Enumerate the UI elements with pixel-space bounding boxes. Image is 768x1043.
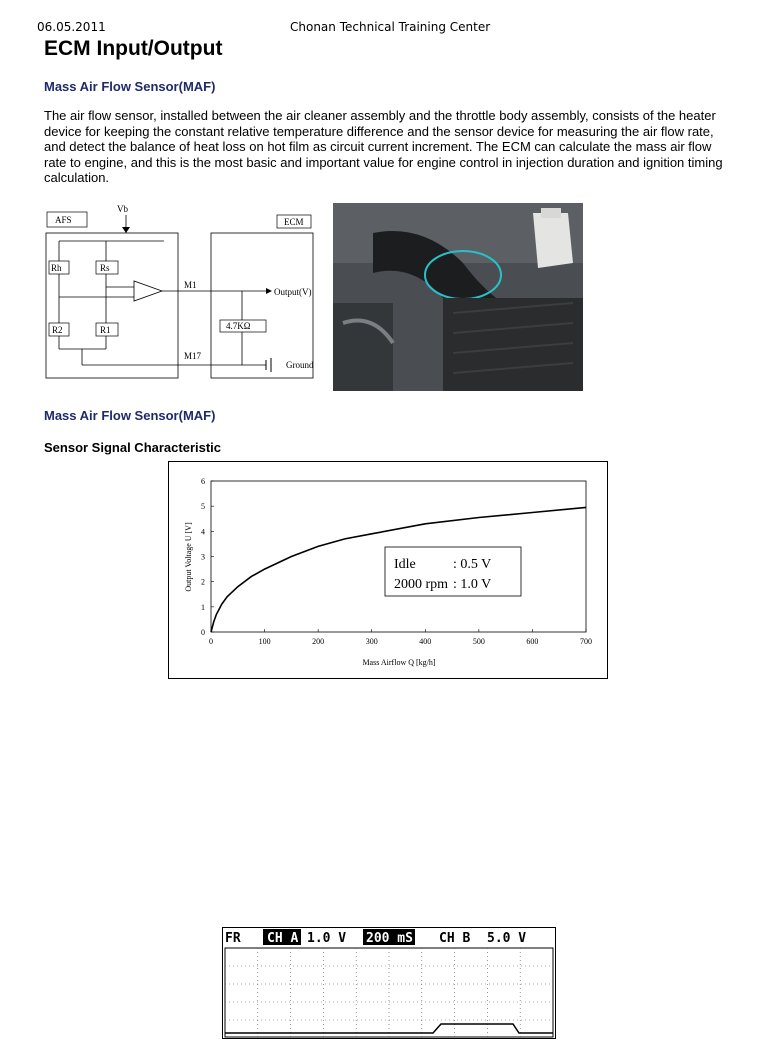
annotation-2000-value: : 1.0 V xyxy=(453,577,492,592)
x-tick-label: 500 xyxy=(472,637,485,646)
page-title: ECM Input/Output xyxy=(44,37,223,60)
chart-svg xyxy=(169,462,607,678)
x-tick-label: 400 xyxy=(419,637,432,646)
y-tick-label: 2 xyxy=(201,577,205,587)
m1-label: M1 xyxy=(184,280,197,290)
scope-chb-val: 5.0 V xyxy=(487,931,527,946)
signal-characteristic-chart xyxy=(168,461,608,679)
x-tick-label: 300 xyxy=(365,637,378,646)
m17-label: M17 xyxy=(184,351,202,361)
afs-label: AFS xyxy=(55,215,72,225)
scope-chb: CH B xyxy=(439,931,471,946)
scope-time: 200 mS xyxy=(366,931,413,946)
y-tick-label: 0 xyxy=(201,628,205,637)
scope-fr: FR xyxy=(225,931,241,946)
header-date: 06.05.2011 xyxy=(37,20,106,34)
x-tick-label: 600 xyxy=(526,637,539,646)
ground-label: Ground xyxy=(286,360,314,370)
x-axis-label: Mass Airflow Q [kg/h] xyxy=(362,658,436,667)
oscilloscope-trace xyxy=(222,927,556,1039)
annotation-idle-label: Idle xyxy=(394,557,416,572)
section-heading-maf: Mass Air Flow Sensor(MAF) xyxy=(44,79,216,94)
resistor-label: 4.7KΩ xyxy=(226,321,251,331)
afs-block xyxy=(46,233,178,378)
y-tick-label: 6 xyxy=(201,477,205,486)
maf-circuit-schematic xyxy=(44,203,324,383)
engine-bay-photo xyxy=(333,203,583,391)
rh-label: Rh xyxy=(51,263,62,273)
ecm-label: ECM xyxy=(284,217,304,227)
x-tick-label: 700 xyxy=(580,637,592,646)
scope-cha-val: 1.0 V xyxy=(307,931,347,946)
rs-label: Rs xyxy=(100,263,110,273)
r1-label: R1 xyxy=(100,325,111,335)
ecm-block xyxy=(211,233,313,378)
y-tick-label: 5 xyxy=(201,502,205,512)
annotation-idle-value: : 0.5 V xyxy=(453,557,492,572)
body-paragraph: The air flow sensor, installed between the air cleaner assembly and the throttle body assembly, consists of the heater device for keeping the constant relative temperature difference and the sensor device for measuring the air flow rate, and detect the balance of heat loss on hot film as circuit current increment. The ECM can calculate the mass air flow rate to engine, and this is the most basic and important value for engine control in injection duration and ignition timing calculation. xyxy=(44,108,723,186)
x-tick-label: 0 xyxy=(209,637,213,646)
y-tick-label: 1 xyxy=(201,602,205,612)
x-tick-label: 100 xyxy=(258,637,271,646)
r2-label: R2 xyxy=(52,325,63,335)
vb-label: Vb xyxy=(117,204,128,214)
section-heading-signal: Sensor Signal Characteristic xyxy=(44,440,222,455)
scope-svg xyxy=(223,928,555,1038)
output-label: Output(V) xyxy=(274,287,312,297)
y-tick-label: 4 xyxy=(201,527,205,537)
annotation-2000-label: 2000 rpm xyxy=(394,577,449,592)
header-center-title: Chonan Technical Training Center xyxy=(290,20,491,34)
x-tick-label: 200 xyxy=(312,637,325,646)
y-tick-label: 3 xyxy=(201,552,205,562)
y-axis-label: Output Voltage U [V] xyxy=(184,522,193,592)
scope-cha: CH A xyxy=(267,931,299,946)
section-heading-maf-2: Mass Air Flow Sensor(MAF) xyxy=(44,408,216,423)
